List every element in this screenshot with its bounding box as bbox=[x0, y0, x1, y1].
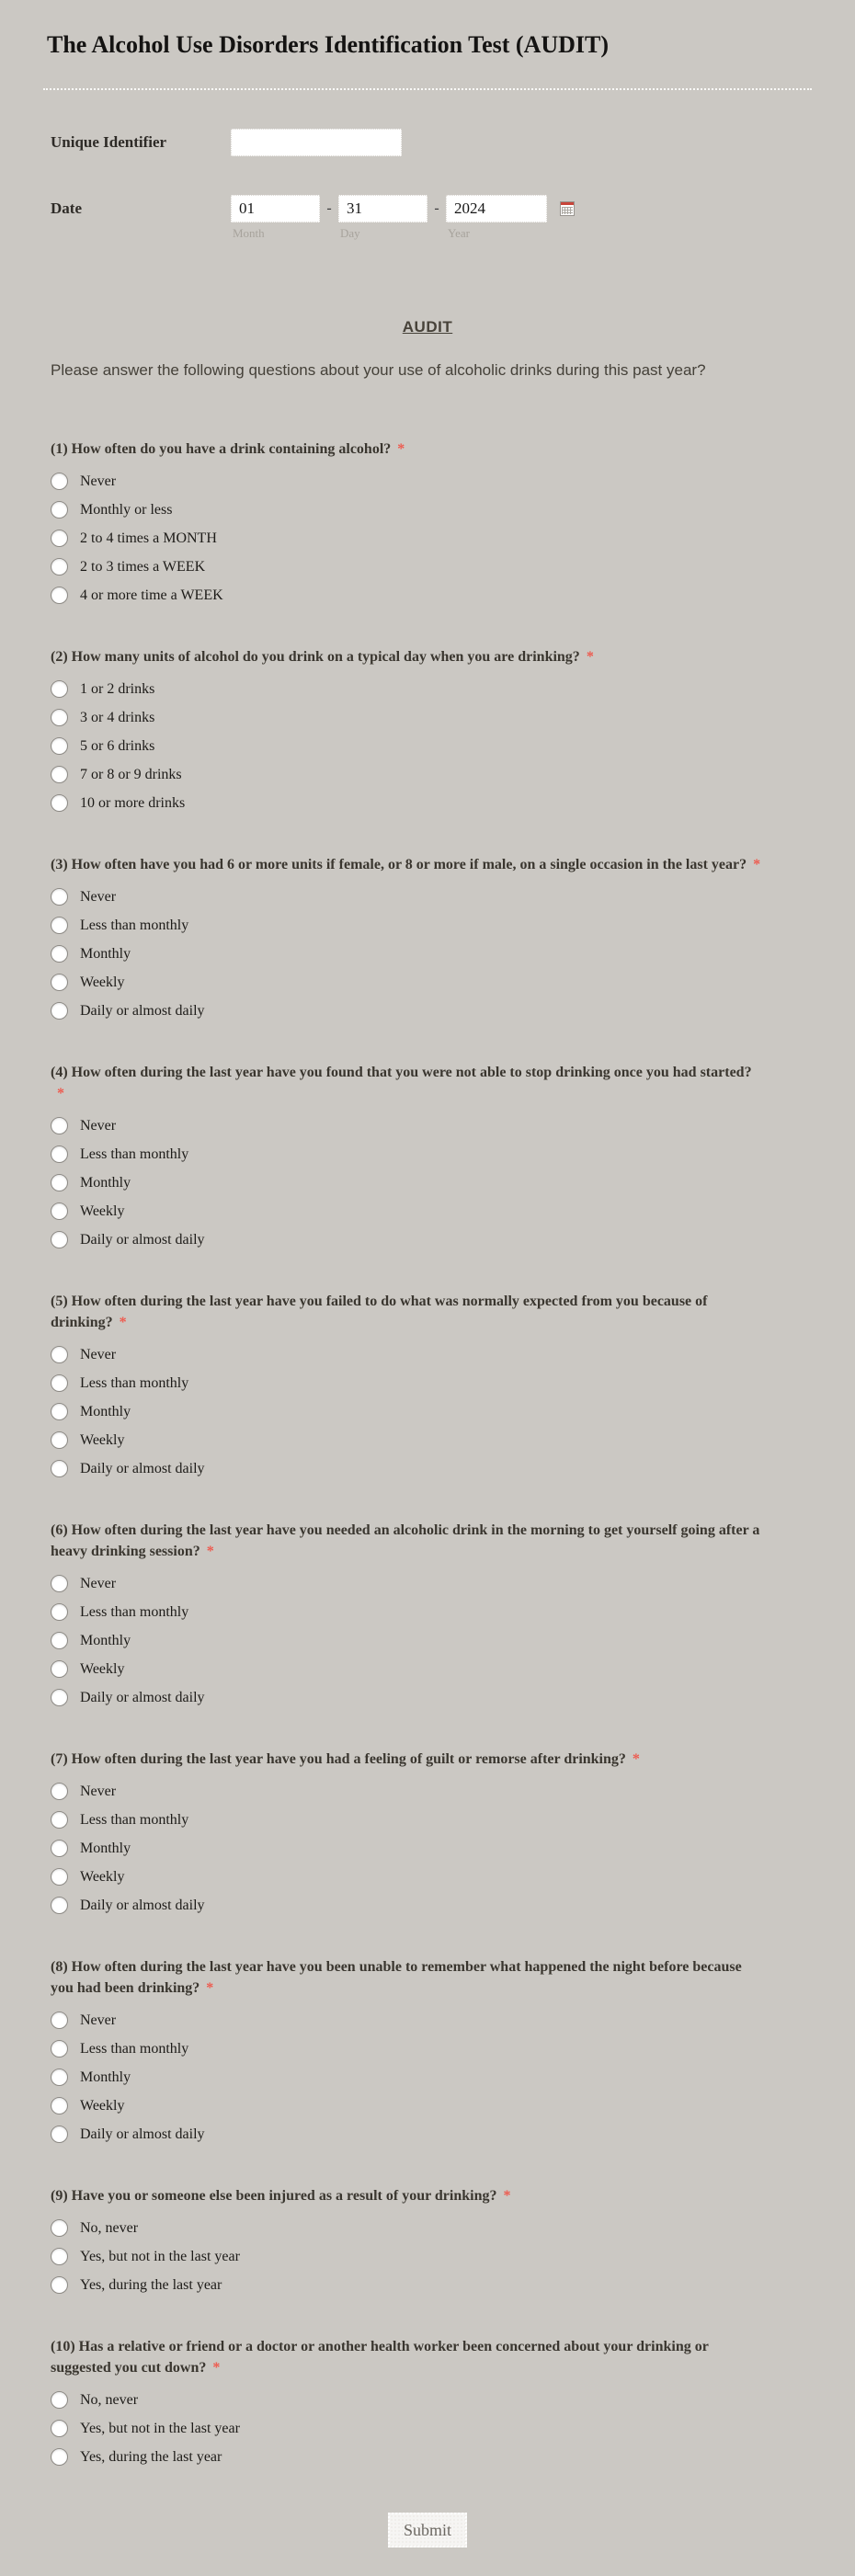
radio-option[interactable] bbox=[51, 2448, 812, 2466]
radio-option-label: Yes, during the last year bbox=[80, 2276, 222, 2293]
radio-button-icon[interactable] bbox=[51, 794, 68, 812]
radio-option[interactable] bbox=[51, 558, 812, 576]
radio-option[interactable] bbox=[51, 1117, 812, 1134]
question-text bbox=[51, 2185, 812, 2206]
radio-option[interactable] bbox=[51, 888, 812, 906]
radio-button-icon[interactable] bbox=[51, 587, 68, 604]
required-asterisk: * bbox=[119, 1315, 127, 1330]
radio-button-icon[interactable] bbox=[51, 2276, 68, 2294]
radio-option[interactable] bbox=[51, 1403, 812, 1420]
radio-option[interactable] bbox=[51, 1231, 812, 1248]
radio-option[interactable] bbox=[51, 1689, 812, 1706]
radio-option[interactable] bbox=[51, 2420, 812, 2437]
radio-option[interactable] bbox=[51, 587, 812, 604]
radio-option-label: Monthly bbox=[80, 1840, 131, 1856]
date-month-sublabel: Month bbox=[233, 226, 265, 240]
radio-option[interactable] bbox=[51, 2012, 812, 2029]
radio-option-label: Less than monthly bbox=[80, 1146, 189, 1162]
radio-button-icon[interactable] bbox=[51, 2126, 68, 2143]
question-block bbox=[43, 1749, 812, 1914]
radio-button-icon[interactable] bbox=[51, 1783, 68, 1800]
radio-button-icon[interactable] bbox=[51, 1117, 68, 1134]
radio-option[interactable] bbox=[51, 1575, 812, 1592]
radio-button-icon[interactable] bbox=[51, 680, 68, 698]
radio-button-icon[interactable] bbox=[51, 888, 68, 906]
date-year-input[interactable] bbox=[446, 195, 547, 222]
question-text-line: suggested you cut down? bbox=[51, 2360, 207, 2376]
radio-button-icon[interactable] bbox=[51, 2219, 68, 2237]
date-month-input[interactable] bbox=[231, 195, 320, 222]
radio-option-label: Never bbox=[80, 888, 117, 905]
radio-option-label: 4 or more time a WEEK bbox=[80, 587, 223, 603]
radio-option-label: Daily or almost daily bbox=[80, 1231, 205, 1248]
radio-button-icon[interactable] bbox=[51, 473, 68, 490]
radio-option-label: 5 or 6 drinks bbox=[80, 737, 155, 754]
intro-text: Please answer the following questions about your use of alcoholic drinks during this past year? bbox=[51, 361, 706, 379]
questions-container bbox=[43, 439, 812, 2466]
question-block bbox=[43, 2185, 812, 2294]
radio-option[interactable] bbox=[51, 2040, 812, 2057]
question-text-line: (9) Have you or someone else been injured as a result of your drinking? bbox=[51, 2188, 497, 2204]
radio-option-label: Never bbox=[80, 1575, 117, 1591]
radio-option-label: Never bbox=[80, 1783, 117, 1799]
radio-option[interactable] bbox=[51, 1374, 812, 1392]
radio-button-icon[interactable] bbox=[51, 2448, 68, 2466]
required-asterisk: * bbox=[212, 2360, 221, 2376]
radio-option[interactable] bbox=[51, 917, 812, 934]
radio-option-label: Weekly bbox=[80, 974, 125, 990]
radio-option-label: Weekly bbox=[80, 2097, 125, 2114]
radio-button-icon[interactable] bbox=[51, 1203, 68, 1220]
radio-option[interactable] bbox=[51, 501, 812, 519]
radio-option[interactable] bbox=[51, 2276, 812, 2294]
radio-option[interactable] bbox=[51, 2097, 812, 2114]
required-asterisk: * bbox=[632, 1751, 640, 1767]
radio-option-label: 10 or more drinks bbox=[80, 794, 186, 811]
radio-option-label: Weekly bbox=[80, 1660, 125, 1677]
date-year-sublabel: Year bbox=[448, 226, 470, 240]
question-text-line: (10) Has a relative or friend or a doctor or another health worker been concerned about your drinking or bbox=[51, 2339, 709, 2354]
radio-option[interactable] bbox=[51, 1868, 812, 1886]
radio-option-label: Yes, but not in the last year bbox=[80, 2248, 240, 2264]
question-text-line: (6) How often during the last year have you needed an alcoholic drink in the morning to get yourself going after a bbox=[51, 1522, 760, 1538]
question-block bbox=[43, 439, 812, 604]
radio-option[interactable] bbox=[51, 1840, 812, 1857]
radio-option[interactable] bbox=[51, 1603, 812, 1621]
radio-button-icon[interactable] bbox=[51, 1840, 68, 1857]
calendar-icon-grid bbox=[562, 207, 573, 214]
section-heading: AUDIT bbox=[402, 318, 453, 336]
radio-option-label: Less than monthly bbox=[80, 2040, 189, 2057]
radio-button-icon[interactable] bbox=[51, 1231, 68, 1248]
question-block bbox=[43, 854, 812, 1020]
question-block bbox=[43, 2336, 812, 2466]
radio-button-icon[interactable] bbox=[51, 1632, 68, 1649]
radio-button-icon[interactable] bbox=[51, 1460, 68, 1477]
radio-option-label: Monthly bbox=[80, 945, 131, 962]
question-text bbox=[51, 2336, 812, 2378]
radio-option-label: Daily or almost daily bbox=[80, 1002, 205, 1019]
radio-button-icon[interactable] bbox=[51, 1174, 68, 1191]
question-text bbox=[51, 1749, 812, 1770]
question-text-line: (4) How often during the last year have you found that you were not able to stop drinking once you had started? bbox=[51, 1065, 752, 1080]
radio-option-label: Never bbox=[80, 2012, 117, 2028]
radio-button-icon[interactable] bbox=[51, 1575, 68, 1592]
unique-identifier-input[interactable] bbox=[231, 129, 402, 156]
radio-option[interactable] bbox=[51, 2219, 812, 2237]
required-asterisk: * bbox=[503, 2188, 511, 2204]
question-text-line: heavy drinking session? bbox=[51, 1544, 200, 1559]
radio-option-label: Weekly bbox=[80, 1431, 125, 1448]
radio-option-label: Daily or almost daily bbox=[80, 1897, 205, 1913]
radio-option-label: 3 or 4 drinks bbox=[80, 709, 155, 725]
radio-button-icon[interactable] bbox=[51, 1603, 68, 1621]
radio-button-icon[interactable] bbox=[51, 1146, 68, 1163]
radio-button-icon[interactable] bbox=[51, 501, 68, 519]
required-asterisk: * bbox=[397, 441, 405, 457]
radio-button-icon[interactable] bbox=[51, 1689, 68, 1706]
radio-option[interactable] bbox=[51, 1174, 812, 1191]
radio-button-icon[interactable] bbox=[51, 558, 68, 576]
question-block bbox=[43, 1520, 812, 1706]
required-asterisk: * bbox=[586, 649, 594, 665]
date-year-col bbox=[446, 195, 547, 241]
radio-option-label: Less than monthly bbox=[80, 917, 189, 933]
question-text-line: (8) How often during the last year have you been unable to remember what happened the night before because bbox=[51, 1959, 742, 1975]
date-day-sublabel: Day bbox=[340, 226, 360, 240]
radio-option-label: Monthly bbox=[80, 1403, 131, 1419]
radio-button-icon[interactable] bbox=[51, 1346, 68, 1363]
radio-button-icon[interactable] bbox=[51, 1897, 68, 1914]
question-block bbox=[43, 1291, 812, 1477]
question-text bbox=[51, 439, 812, 460]
radio-option-label: Weekly bbox=[80, 1203, 125, 1219]
date-separator: - bbox=[434, 200, 439, 216]
radio-button-icon[interactable] bbox=[51, 1431, 68, 1449]
radio-button-icon[interactable] bbox=[51, 1374, 68, 1392]
radio-option-label: Monthly or less bbox=[80, 501, 173, 518]
radio-option[interactable] bbox=[51, 2126, 812, 2143]
radio-button-icon[interactable] bbox=[51, 1868, 68, 1886]
radio-option[interactable] bbox=[51, 974, 812, 991]
question-block bbox=[43, 646, 812, 812]
calendar-icon-header bbox=[561, 202, 574, 205]
question-text-line: (5) How often during the last year have you failed to do what was normally expected from you because of bbox=[51, 1294, 708, 1309]
radio-option-label: Less than monthly bbox=[80, 1811, 189, 1828]
radio-button-icon[interactable] bbox=[51, 2097, 68, 2114]
unique-identifier-field bbox=[43, 129, 812, 156]
question-text bbox=[51, 1062, 812, 1104]
radio-button-icon[interactable] bbox=[51, 1403, 68, 1420]
radio-button-icon[interactable] bbox=[51, 2391, 68, 2409]
radio-option[interactable] bbox=[51, 1203, 812, 1220]
radio-option[interactable] bbox=[51, 1783, 812, 1800]
radio-option-label: 2 to 4 times a MONTH bbox=[80, 530, 217, 546]
question-text-line: (3) How often have you had 6 or more units if female, or 8 or more if male, on a single occasion in the last year? bbox=[51, 857, 747, 872]
date-label: Date bbox=[51, 199, 82, 217]
question-text bbox=[51, 1520, 812, 1562]
date-field bbox=[43, 195, 812, 241]
radio-option-label: Yes, during the last year bbox=[80, 2448, 222, 2465]
radio-option-label: 2 to 3 times a WEEK bbox=[80, 558, 206, 575]
radio-option[interactable] bbox=[51, 2248, 812, 2265]
radio-option[interactable] bbox=[51, 945, 812, 963]
required-asterisk: * bbox=[753, 857, 761, 872]
required-asterisk: * bbox=[206, 1544, 214, 1559]
question-text bbox=[51, 646, 812, 667]
radio-button-icon[interactable] bbox=[51, 1660, 68, 1678]
date-month-col bbox=[231, 195, 320, 241]
radio-option[interactable] bbox=[51, 1897, 812, 1914]
radio-option[interactable] bbox=[51, 530, 812, 547]
radio-option-label: Daily or almost daily bbox=[80, 2126, 205, 2142]
radio-option[interactable] bbox=[51, 794, 812, 812]
radio-option-label: Weekly bbox=[80, 1868, 125, 1885]
radio-button-icon[interactable] bbox=[51, 2248, 68, 2265]
radio-option[interactable] bbox=[51, 1002, 812, 1020]
radio-option[interactable] bbox=[51, 473, 812, 490]
radio-button-icon[interactable] bbox=[51, 917, 68, 934]
required-asterisk: * bbox=[206, 1980, 214, 1996]
radio-button-icon[interactable] bbox=[51, 709, 68, 726]
question-block bbox=[43, 1062, 812, 1248]
radio-option-label: Never bbox=[80, 1346, 117, 1362]
radio-option[interactable] bbox=[51, 2391, 812, 2409]
radio-option[interactable] bbox=[51, 766, 812, 783]
date-day-input[interactable] bbox=[338, 195, 428, 222]
radio-button-icon[interactable] bbox=[51, 974, 68, 991]
radio-option-label: Never bbox=[80, 473, 117, 489]
radio-option[interactable] bbox=[51, 1460, 812, 1477]
radio-button-icon[interactable] bbox=[51, 1811, 68, 1829]
question-text bbox=[51, 1291, 812, 1333]
radio-option[interactable] bbox=[51, 680, 812, 698]
calendar-icon[interactable] bbox=[560, 201, 575, 216]
radio-option-label: Yes, but not in the last year bbox=[80, 2420, 240, 2436]
date-separator: - bbox=[326, 200, 332, 216]
radio-button-icon[interactable] bbox=[51, 2012, 68, 2029]
question-text-line: you had been drinking? bbox=[51, 1980, 200, 1996]
radio-option[interactable] bbox=[51, 1346, 812, 1363]
radio-option[interactable] bbox=[51, 709, 812, 726]
radio-option[interactable] bbox=[51, 737, 812, 755]
submit-button[interactable]: Submit bbox=[388, 2513, 467, 2548]
radio-option[interactable] bbox=[51, 1660, 812, 1678]
radio-button-icon[interactable] bbox=[51, 2040, 68, 2057]
radio-option-label: Daily or almost daily bbox=[80, 1460, 205, 1476]
date-group bbox=[231, 195, 575, 241]
radio-button-icon[interactable] bbox=[51, 2420, 68, 2437]
radio-option-label: Monthly bbox=[80, 2069, 131, 2085]
radio-option[interactable] bbox=[51, 1146, 812, 1163]
required-asterisk: * bbox=[57, 1086, 64, 1101]
unique-identifier-label: Unique Identifier bbox=[51, 133, 167, 151]
radio-option-label: Daily or almost daily bbox=[80, 1689, 205, 1705]
radio-option[interactable] bbox=[51, 2069, 812, 2086]
question-text-line: (2) How many units of alcohol do you drink on a typical day when you are drinking? bbox=[51, 649, 580, 665]
radio-option-label: 7 or 8 or 9 drinks bbox=[80, 766, 182, 782]
radio-button-icon[interactable] bbox=[51, 1002, 68, 1020]
question-text bbox=[51, 1956, 812, 1999]
radio-button-icon[interactable] bbox=[51, 737, 68, 755]
submit-area bbox=[43, 2513, 812, 2548]
radio-button-icon[interactable] bbox=[51, 530, 68, 547]
page-title: The Alcohol Use Disorders Identification Test (AUDIT) bbox=[47, 31, 610, 58]
radio-option-label: No, never bbox=[80, 2219, 139, 2236]
radio-option-label: Less than monthly bbox=[80, 1374, 189, 1391]
question-text-line: (1) How often do you have a drink containing alcohol? bbox=[51, 441, 392, 457]
question-text bbox=[51, 854, 812, 875]
radio-button-icon[interactable] bbox=[51, 766, 68, 783]
radio-option[interactable] bbox=[51, 1811, 812, 1829]
radio-button-icon[interactable] bbox=[51, 2069, 68, 2086]
radio-option-label: No, never bbox=[80, 2391, 139, 2408]
divider bbox=[43, 88, 812, 90]
radio-option[interactable] bbox=[51, 1632, 812, 1649]
question-text-line: drinking? bbox=[51, 1315, 113, 1330]
radio-option-label: Monthly bbox=[80, 1174, 131, 1191]
radio-option-label: Monthly bbox=[80, 1632, 131, 1648]
radio-option[interactable] bbox=[51, 1431, 812, 1449]
date-day-col bbox=[338, 195, 428, 241]
question-text-line: (7) How often during the last year have you had a feeling of guilt or remorse after drinking? bbox=[51, 1751, 626, 1767]
radio-option-label: Less than monthly bbox=[80, 1603, 189, 1620]
radio-option-label: 1 or 2 drinks bbox=[80, 680, 155, 697]
radio-option-label: Never bbox=[80, 1117, 117, 1134]
question-block bbox=[43, 1956, 812, 2143]
radio-button-icon[interactable] bbox=[51, 945, 68, 963]
